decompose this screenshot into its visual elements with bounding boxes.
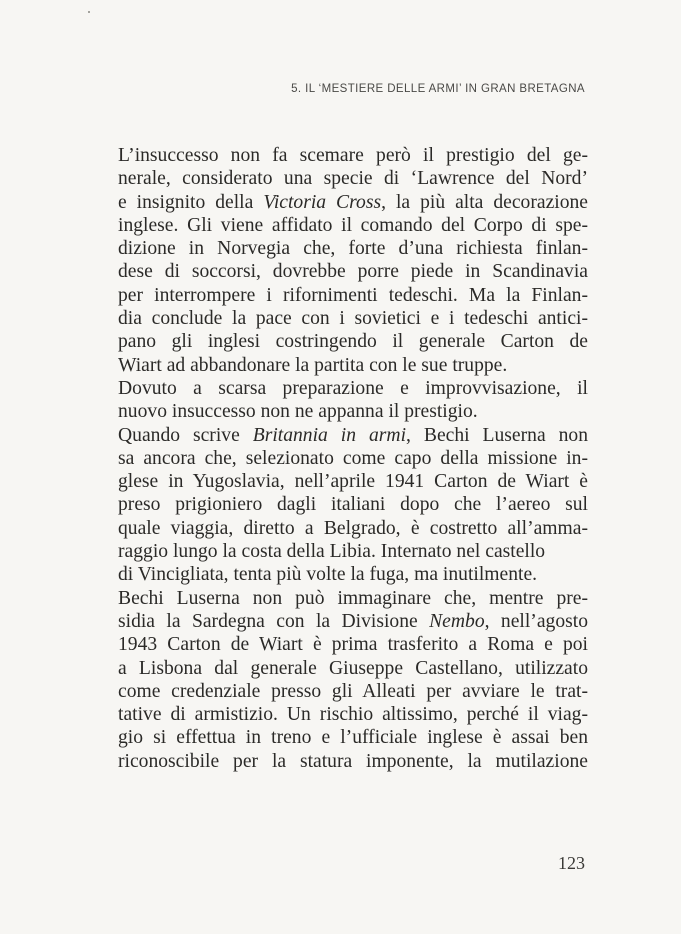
page-number: 123 xyxy=(558,853,585,873)
text-line: a Lisbona dal generale Giuseppe Castellano, utilizzato xyxy=(118,657,588,679)
text-line: Wiart ad abbandonare la partita con le sue truppe. xyxy=(118,354,508,376)
text-line: di Vincigliata, tenta più volte la fuga, ma inutilmente. xyxy=(118,564,538,586)
text-line: sa ancora che, selezionato come capo della missione in- xyxy=(118,447,588,469)
text-line: inglese. Gli viene affidato il comando del Corpo di spe- xyxy=(118,214,588,236)
text-line: Dovuto a scarsa preparazione e improvvisazione, il xyxy=(118,377,588,399)
text-line: riconoscibile per la statura imponente, la mutilazione xyxy=(118,750,588,772)
text-line: nerale, considerato una specie di ‘Lawrence del Nord’ xyxy=(118,168,588,190)
text-line: gio si effettua in treno e l’ufficiale inglese è assai ben xyxy=(118,727,588,749)
body-text xyxy=(118,144,588,773)
text-line: Bechi Luserna non può immaginare che, mentre pre- xyxy=(118,587,588,609)
text-line: L’insuccesso non fa scemare però il prestigio del ge- xyxy=(118,145,588,166)
text-line: raggio lungo la costa della Libia. Internato nel castello xyxy=(118,541,546,563)
text-line: nuovo insuccesso non ne appanna il prestigio. xyxy=(118,401,478,423)
text-line: e insignito della Victoria Cross, la più alta decorazione xyxy=(118,191,588,213)
italic-title: Britannia in armi xyxy=(252,424,407,446)
text-line: dizione in Norvegia che, forte d’una richiesta finlan- xyxy=(118,238,588,260)
text-line: tative di armistizio. Un rischio altissimo, perché il viag- xyxy=(118,704,588,726)
text-line: glese in Yugoslavia, nell’aprile 1941 Carton de Wiart è xyxy=(118,471,588,493)
running-header: 5. IL ‘MESTIERE DELLE ARMI’ IN GRAN BRETAGNA xyxy=(291,83,585,95)
text-line: 1943 Carton de Wiart è prima trasferito a Roma e poi xyxy=(118,634,588,656)
scan-speck xyxy=(88,11,90,13)
text-line: sidia la Sardegna con la Divisione Nembo, nell’agosto xyxy=(118,610,588,632)
text-line: per interrompere i rifornimenti tedeschi. Ma la Finlan- xyxy=(118,284,588,306)
text-line: come credenziale presso gli Alleati per avviare le trat- xyxy=(118,680,588,702)
text-line: preso prigioniero dagli italiani dopo che l’aereo sul xyxy=(118,494,588,516)
text-line: pano gli inglesi costringendo il generale Carton de xyxy=(118,331,588,353)
text-line: quale viaggia, diretto a Belgrado, è costretto all’amma- xyxy=(118,517,588,539)
text-line: dia conclude la pace con i sovietici e i tedeschi antici- xyxy=(118,308,588,330)
italic-title: Victoria Cross xyxy=(263,191,382,213)
text-line: Quando scrive Britannia in armi, Bechi Luserna non xyxy=(118,424,588,446)
text-line: dese di soccorsi, dovrebbe porre piede in Scandinavia xyxy=(118,261,588,283)
italic-title: Nembo xyxy=(429,610,485,632)
